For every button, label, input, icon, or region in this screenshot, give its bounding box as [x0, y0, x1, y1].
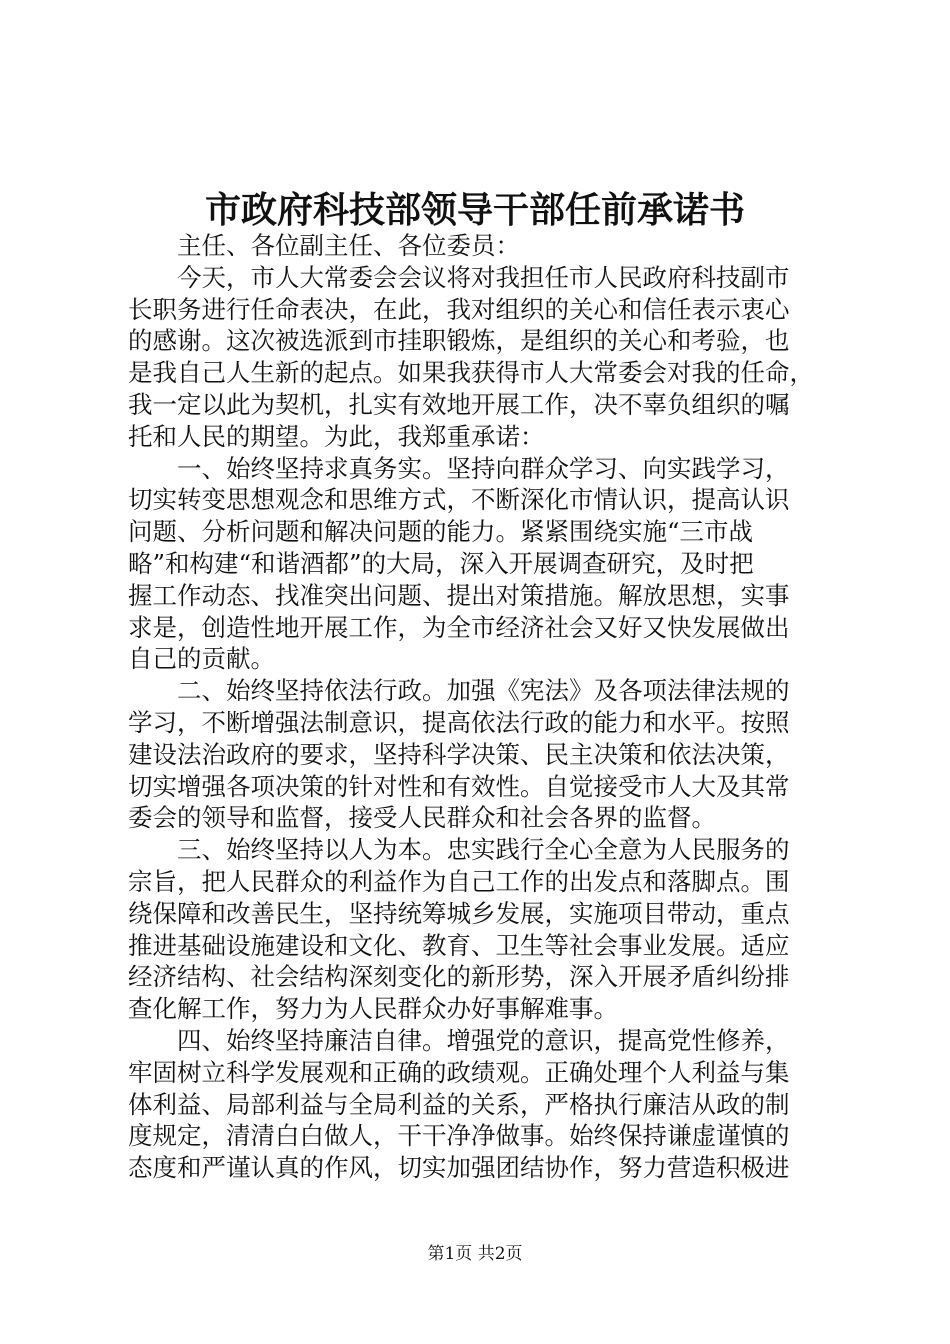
text-line: 查化解工作，努力为人民群众办好事解难事。	[128, 994, 618, 1024]
page-footer: 第1页 共2页	[427, 1244, 523, 1264]
text-line: 四、始终坚持廉洁自律。增强党的意识，提高党性修养，	[177, 1025, 790, 1055]
text-line: 学习，不断增强法制意识，提高依法行政的能力和水平。按照	[128, 707, 790, 737]
text-line: 切实转变思想观念和思维方式，不断深化市情认识，提高认识	[128, 485, 790, 515]
text-line: 体利益、局部利益与全局利益的关系，严格执行廉洁从政的制	[128, 1089, 790, 1119]
text-line: 我一定以此为契机，扎实有效地开展工作，决不辜负组织的嘱	[128, 389, 790, 419]
text-line: 一、始终坚持求真务实。坚持向群众学习、向实践学习，	[177, 453, 790, 483]
document-title: 市政府科技部领导干部任前承诺书	[204, 189, 745, 231]
text-line: 推进基础设施建设和文化、教育、卫生等社会事业发展。适应	[128, 930, 790, 960]
text-line: 绕保障和改善民生，坚持统筹城乡发展，实施项目带动，重点	[128, 898, 790, 928]
text-line: 是我自己人生新的起点。如果我获得市人大常委会对我的任命，	[128, 358, 814, 388]
text-line: 主任、各位副主任、各位委员：	[177, 231, 520, 260]
text-line: 长职务进行任命表决，在此，我对组织的关心和信任表示衷心	[128, 294, 790, 324]
text-line: 问题、分析问题和解决问题的能力。紧紧围绕实施“三市战	[128, 517, 754, 547]
text-line: 的感谢。这次被选派到市挂职锻炼，是组织的关心和考验，也	[128, 326, 790, 356]
text-line: 牢固树立科学发展观和正确的政绩观。正确处理个人利益与集	[128, 1057, 790, 1087]
text-line: 略”和构建“和谐酒都”的大局，深入开展调查研究，及时把	[128, 548, 754, 578]
text-line: 态度和严谨认真的作风，切实加强团结协作，努力营造积极进	[128, 1153, 790, 1183]
text-line: 经济结构、社会结构深刻变化的新形势，深入开展矛盾纠纷排	[128, 962, 790, 992]
text-line: 度规定，清清白白做人，干干净净做事。始终保持谦虚谨慎的	[128, 1121, 790, 1151]
text-line: 委会的领导和监督，接受人民群众和社会各界的监督。	[128, 803, 716, 833]
text-line: 宗旨，把人民群众的利益作为自己工作的出发点和落脚点。围	[128, 866, 790, 896]
text-line: 建设法治政府的要求，坚持科学决策、民主决策和依法决策，	[128, 739, 790, 769]
text-line: 切实增强各项决策的针对性和有效性。自觉接受市人大及其常	[128, 771, 790, 801]
text-line: 求是，创造性地开展工作，为全市经济社会又好又快发展做出	[128, 612, 790, 642]
text-line: 今天，市人大常委会会议将对我担任市人民政府科技副市	[177, 262, 790, 292]
text-line: 握工作动态、找准突出问题、提出对策措施。解放思想，实事	[128, 580, 790, 610]
text-line: 三、始终坚持以人为本。忠实践行全心全意为人民服务的	[177, 835, 790, 865]
document-body	[128, 230, 832, 1184]
text-line: 自己的贡献。	[128, 644, 275, 674]
text-line: 二、始终坚持依法行政。加强《宪法》及各项法律法规的	[177, 676, 790, 706]
text-line: 托和人民的期望。为此，我郑重承诺：	[128, 421, 545, 451]
